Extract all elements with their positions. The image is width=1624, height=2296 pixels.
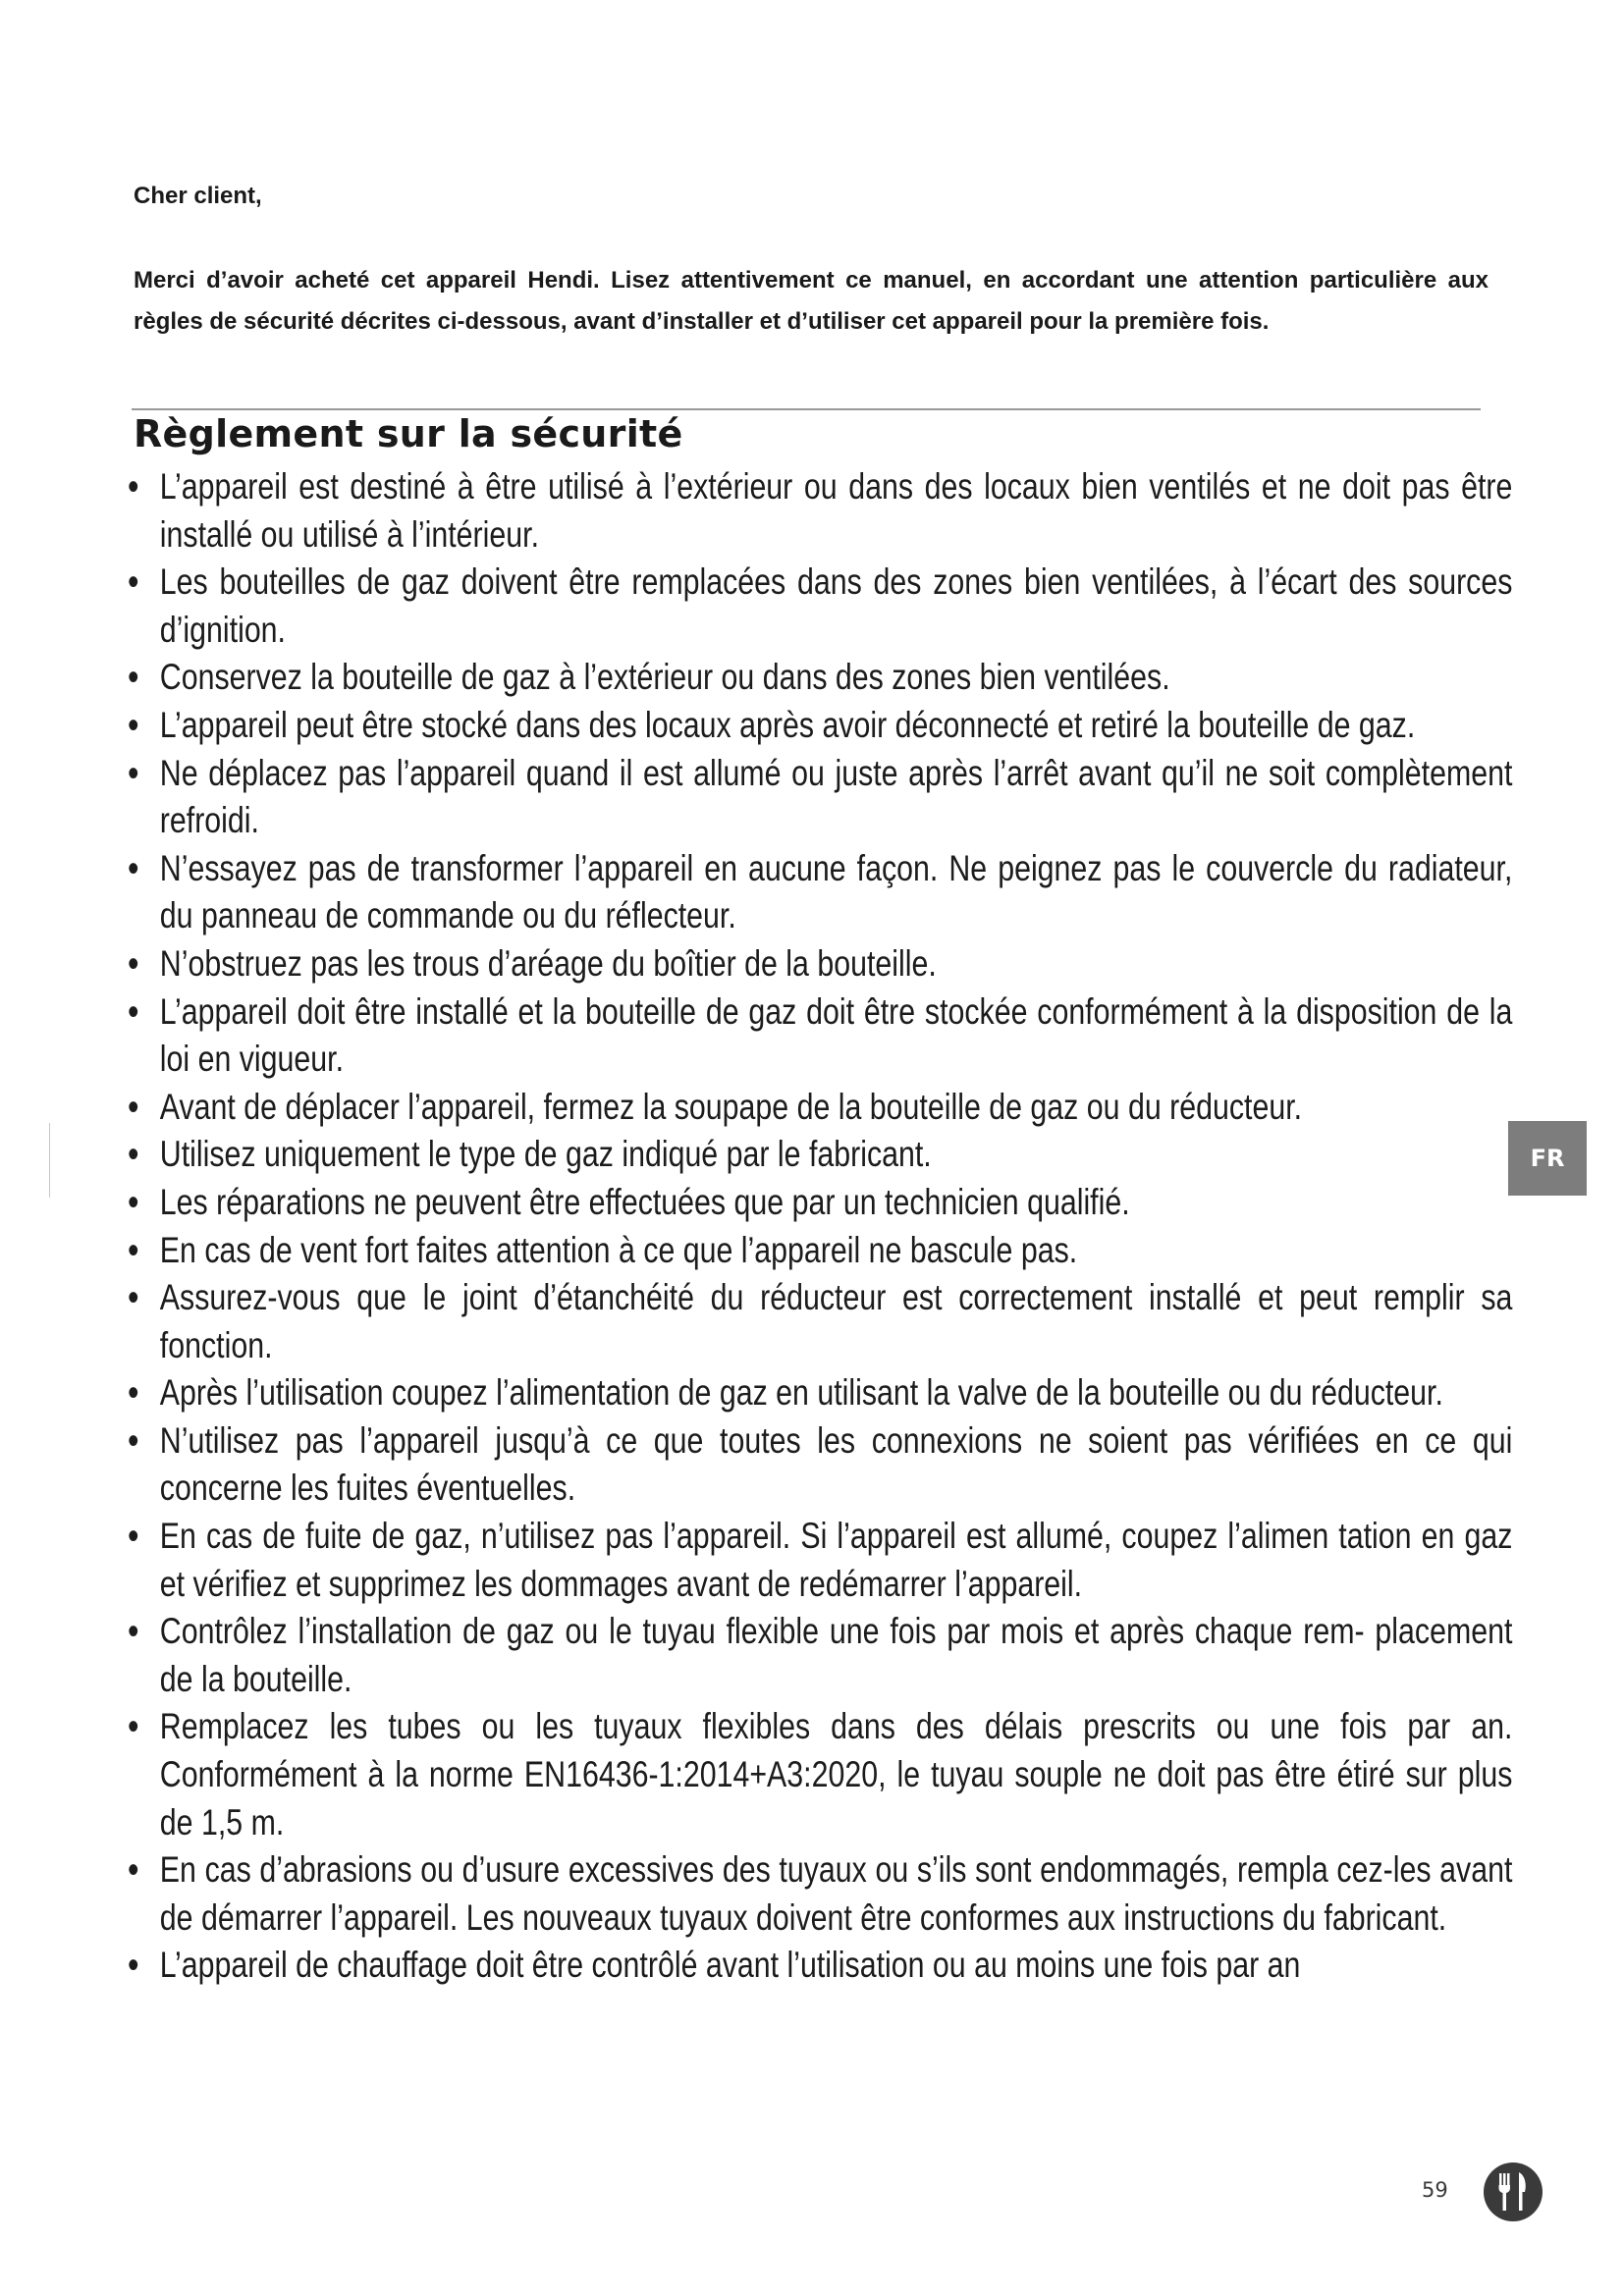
intro-paragraph: Merci d’avoir acheté cet appareil Hendi. Lisez attentivement ce manuel, en accordant une attention particulière aux règles de sécurité décrites ci-dessous, avant d’installer et d’utiliser cet appareil pour la première fois. [134,267,1489,335]
list-item: • L’appareil peut être stocké dans des locaux après avoir déconnecté et retiré la bouteille de gaz. [128,702,1512,750]
list-item: • En cas de vent fort faites attention à ce que l’appareil ne bascule pas. [128,1227,1512,1275]
list-item: • L’appareil doit être installé et la bouteille de gaz doit être stockée conformément à la disposition de la loi en vigueur. [128,988,1512,1084]
list-item: • Conservez la bouteille de gaz à l’extérieur ou dans des zones bien ventilées. [128,654,1512,702]
list-item: • N’utilisez pas l’appareil jusqu’à ce que toutes les connexions ne soient pas vérifiées en ce qui concerne les fuites éventuelles. [128,1417,1512,1513]
margin-mark [49,1123,50,1198]
list-item: • L’appareil est destiné à être utilisé à l’extérieur ou dans des locaux bien ventilés et ne doit pas être installé ou utilisé à l’intérieur. [128,463,1512,559]
section-title: Règlement sur la sécurité [134,412,683,455]
page-number: 59 [1422,2178,1448,2202]
greeting: Cher client, [134,183,262,209]
list-item: • En cas d’abrasions ou d’usure excessives des tuyaux ou s’ils sont endommagés, rempla cez-les avant de démarrer l’appareil. Les nouveaux tuyaux doivent être conformes aux instructions du fabricant. [128,1846,1512,1942]
list-item: • N’essayez pas de transformer l’appareil en aucune façon. Ne peignez pas le couvercle du radiateur, du panneau de commande ou du réflecteur. [128,845,1512,940]
list-item: • Les bouteilles de gaz doivent être remplacées dans des zones bien ventilées, à l’écart des sources d’ignition. [128,559,1512,654]
list-item: • Contrôlez l’installation de gaz ou le tuyau flexible une fois par mois et après chaque rem- placement de la bouteille. [128,1608,1512,1703]
list-item: • Remplacez les tubes ou les tuyaux flexibles dans des délais prescrits ou une fois par an. Conformément à la norme EN16436-1:2014+A3:2020, le tuyau souple ne doit pas être étiré sur plus de 1,5 m. [128,1703,1512,1846]
list-item: • N’obstruez pas les trous d’aréage du boîtier de la bouteille. [128,940,1512,988]
language-tab [1508,1121,1587,1196]
section-divider [132,408,1481,410]
list-item: • Ne déplacez pas l’appareil quand il est allumé ou juste après l’arrêt avant qu’il ne soit complètement refroidi. [128,750,1512,845]
list-item: • Utilisez uniquement le type de gaz indiqué par le fabricant. [128,1131,1512,1179]
list-item: • L’appareil de chauffage doit être contrôlé avant l’utilisation ou au moins une fois par an [128,1942,1512,1990]
list-item: • Les réparations ne peuvent être effectuées que par un technicien qualifié. [128,1179,1512,1227]
list-item: • Après l’utilisation coupez l’alimentation de gaz en utilisant la valve de la bouteille ou du réducteur. [128,1369,1512,1417]
cutlery-logo-icon [1483,2162,1543,2222]
list-item: • En cas de fuite de gaz, n’utilisez pas l’appareil. Si l’appareil est allumé, coupez l’alimen tation en gaz et vérifiez et supprimez les dommages avant de redémarrer l’appareil. [128,1513,1512,1608]
list-item: • Avant de déplacer l’appareil, fermez la soupape de la bouteille de gaz ou du réducteur. [128,1084,1512,1132]
safety-rules-list [128,463,1512,1990]
list-item: • Assurez-vous que le joint d’étanchéité du réducteur est correctement installé et peut remplir sa fonction. [128,1274,1512,1369]
language-tab-label: FR [1530,1145,1565,1172]
